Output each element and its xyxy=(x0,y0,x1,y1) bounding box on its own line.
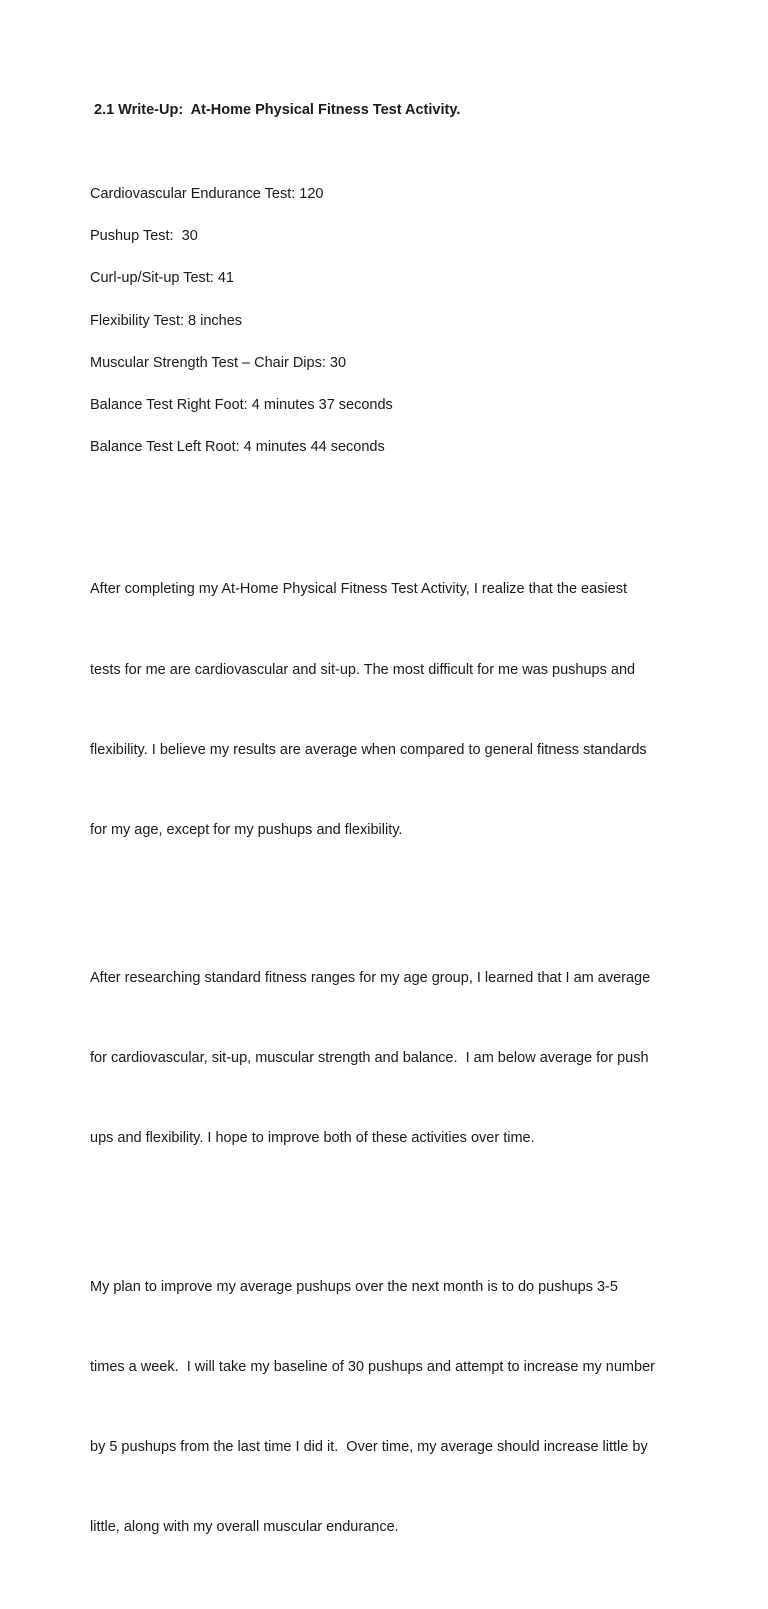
paragraph-reflection xyxy=(90,523,690,897)
text-line: by 5 pushups from the last time I did it. Over time, my average should increase little by xyxy=(90,1439,648,1456)
text-line: My plan to improve my average pushups over the next month is to do pushups 3-5 xyxy=(90,1278,618,1295)
result-cardiovascular: Cardiovascular Endurance Test: 120 xyxy=(90,186,324,202)
text-line: After completing my At-Home Physical Fitness Test Activity, I realize that the easiest xyxy=(90,581,627,598)
result-muscular-strength: Muscular Strength Test – Chair Dips: 30 xyxy=(90,354,347,371)
paragraph-plan xyxy=(90,1221,690,1595)
text-line: ups and flexibility. I hope to improve both of these activities over time. xyxy=(90,1130,535,1147)
result-balance-left: Balance Test Left Root: 4 minutes 44 seconds xyxy=(90,439,385,456)
text-line: tests for me are cardiovascular and sit-up. The most difficult for me was pushups and xyxy=(90,661,636,678)
result-curl-up: Curl-up/Sit-up Test: 41 xyxy=(90,270,234,287)
document-title: 2.1 Write-Up: At-Home Physical Fitness Test Activity. xyxy=(94,102,461,118)
result-pushup: Pushup Test: 30 xyxy=(90,228,198,245)
text-line: After researching standard fitness ranges for my age group, I learned that I am average xyxy=(90,970,651,987)
test-results-list xyxy=(90,185,690,480)
text-line: times a week. I will take my baseline of 30 pushups and attempt to increase my number xyxy=(90,1359,655,1376)
write-up-body xyxy=(90,523,690,1609)
result-balance-right: Balance Test Right Foot: 4 minutes 37 seconds xyxy=(90,396,393,413)
paragraph-research xyxy=(90,912,690,1206)
text-line: little, along with my overall muscular endurance. xyxy=(90,1519,399,1536)
text-line: for my age, except for my pushups and flexibility. xyxy=(90,821,403,838)
text-line: flexibility. I believe my results are average when compared to general fitness standards xyxy=(90,741,647,758)
result-flexibility: Flexibility Test: 8 inches xyxy=(90,312,243,329)
text-line: for cardiovascular, sit-up, muscular strength and balance. I am below average for push xyxy=(90,1050,649,1067)
